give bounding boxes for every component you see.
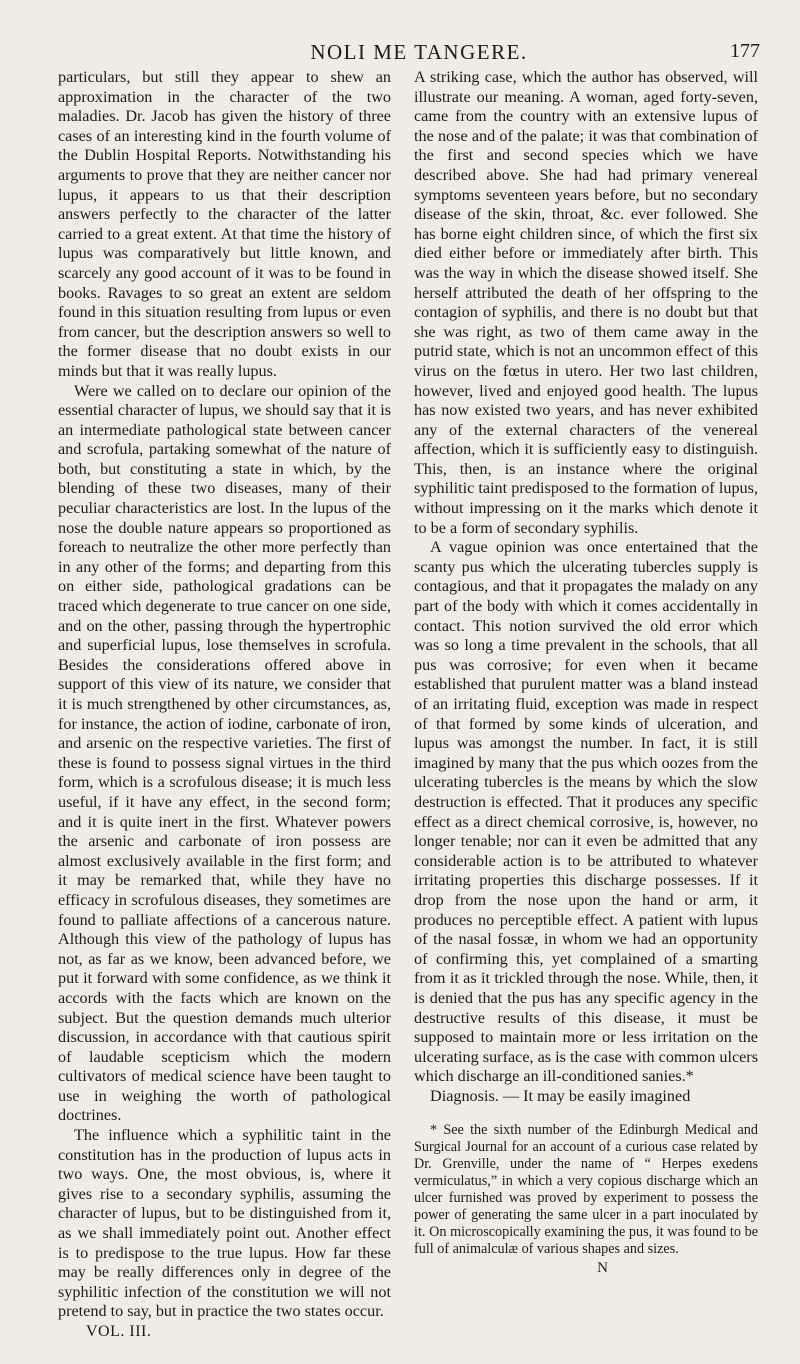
right-paragraph-3: Diagnosis. — It may be easily imagined [430, 1086, 691, 1105]
footnote: * See the sixth number of the Edinburgh Medical and Surgical Journal for an account of a curious case related by Dr. Grenville, under the name of “ Herpes exedens vermiculatus,” in which a very copious discharge which an ulcer furnished was proved by experiment to possess the power of generating the same ulcer in a part inoculated by it. On microscopically examining the pus, it was found to be full of animalculæ of various shapes and sizes. [414, 1122, 758, 1258]
left-column [58, 68, 391, 1342]
page-number: 177 [730, 40, 760, 62]
signature-letter: N [597, 1260, 608, 1277]
left-paragraph-1: particulars, but still they appear to shew an approximation in the character of the two maladies. Dr. Jacob has given the history of three cases of an interesting kind in the fourth volume of the Dublin Hospital Reports. Notwithstanding his arguments to prove that they are neither cancer nor lupus, it appears to us that their description answers perfectly to the character of the latter carried to a great extent. At that time the history of lupus was comparatively but little known, and scarcely any good account of it was to be found in books. Ravages to so great an extent are seldom found in this situation resulting from lupus or even from cancer, but the description answers so well to the former disease that no doubt exists in our minds but that it was really lupus. [58, 68, 391, 380]
right-paragraph-2: A vague opinion was once entertained that the scanty pus which the ulcerating tubercles supply is contagious, and that it propagates the malady on any part of the body with which it comes accidentally in contact. This notion survived the old error which was so long a time prevalent in the schools, that all pus was corrosive; for even when it became established that purulent matter was a bland instead of an irritating fluid, exception was made in respect of that formed by some kinds of ulceration, and lupus was amongst the number. In fact, it is still imagined by many that the pus which oozes from the ulcerating tubercles is the means by which the slow destruction is effected. That it produces any specific effect as a direct chemical corrosive, is, however, no longer tenable; nor can it even be admitted that any considerable action is to be attributed to whatever irritating properties this discharge possesses. If it drop from the nose upon the hand or arm, it produces no perceptible effect. A patient with lupus of the nasal fossæ, in whom we had an opportunity of confirming this, yet complained of a smarting from it as it trickled through the nose. While, then, it is denied that the pus has any specific agency in the destructive results of this disease, it must be supposed to maintain more or less irritation on the ulcerating surface, as is the case with common ulcers which discharge an ill-conditioned sanies.* [414, 538, 758, 1086]
right-column [414, 68, 758, 1279]
left-paragraph-2: Were we called on to declare our opinion of the essential character of lupus, we should say that it is an intermediate pathological state between cancer and scrofula, partaking somewhat of the nature of both, but constituting a state in which, by the blending of these two diseases, many of their peculiar characteristics are lost. In the lupus of the nose the double nature appears so proportioned as foreach to neutralize the other more perfectly than in any other of the forms; and departing from this on either side, pathological gradations can be traced which degenerate to true cancer on one side, and on the other, passing through the hypertrophic and superficial lupus, lose themselves in scrofula. Besides the considerations offered above in support of this view of its nature, we consider that it is much strengthened by other circumstances, as, for instance, the action of iodine, carbonate of iron, and arsenic on the respective varieties. The first of these is found to possess signal virtues in the third form, which is a scrofulous disease; it is much less useful, if it have any effect, in the second form; and it is quite inert in the first. Whatever powers the arsenic and carbonate of iron possess are almost exclusively available in the first form; and it may be remarked that, while they have no efficacy in scrofulous diseases, they sometimes are found to palliate affections of a cancerous nature. Although this view of the pathology of lupus has not, as far as we know, been advanced before, we put it forward with some confidence, as we think it accords with the facts which are known on the subject. But the question demands much ulterior discussion, in accordance with that cautious spirit of laudable scepticism which the modern cultivators of medical science have been taught to use in weighing the worth of pathological doctrines. [58, 381, 391, 1125]
running-head [58, 40, 780, 66]
right-paragraph-1: A striking case, which the author has observed, will illustrate our meaning. A woman, aged forty-seven, came from the country with an extensive lupus of the nose and of the palate; it was that combination of the first and second species which we have described above. She had had primary venereal symptoms seventeen years before, but no secondary disease of the skin, throat, &c. ever followed. She has borne eight children since, of which the first six died either before or immediately after birth. This was the way in which the disease showed itself. She herself attributed the death of her offspring to the contagion of syphilis, and there is no doubt but that she was right, as two of them came away in the putrid state, which is not an uncommon effect of this virus on the fœtus in utero. Her two last children, however, lived and enjoyed good health. The lupus has now existed two years, and has never exhibited any of the external characters of the venereal affection, which it is sufficiently easy to distinguish. This, then, is an instance where the original syphilitic taint predisposed to the formation of lupus, without impressing on it the marks which denote it to be a form of secondary syphilis. [414, 68, 758, 537]
running-title: NOLI ME TANGERE. [310, 40, 528, 64]
volume-signature: VOL. III. [86, 1323, 152, 1340]
left-paragraph-3: The influence which a syphilitic taint in the constitution has in the production of lupus acts in two ways. One, the most obvious, is, where it gives rise to a secondary syphilis, assuming the character of lupus, but to be distinguished from it, as we shall immediately point out. Another effect is to predispose to the true lupus. How far these may be really differences only in degree of the syphilitic infection of the constitution we will not pretend to say, but in practice the two states occur. [58, 1126, 391, 1321]
